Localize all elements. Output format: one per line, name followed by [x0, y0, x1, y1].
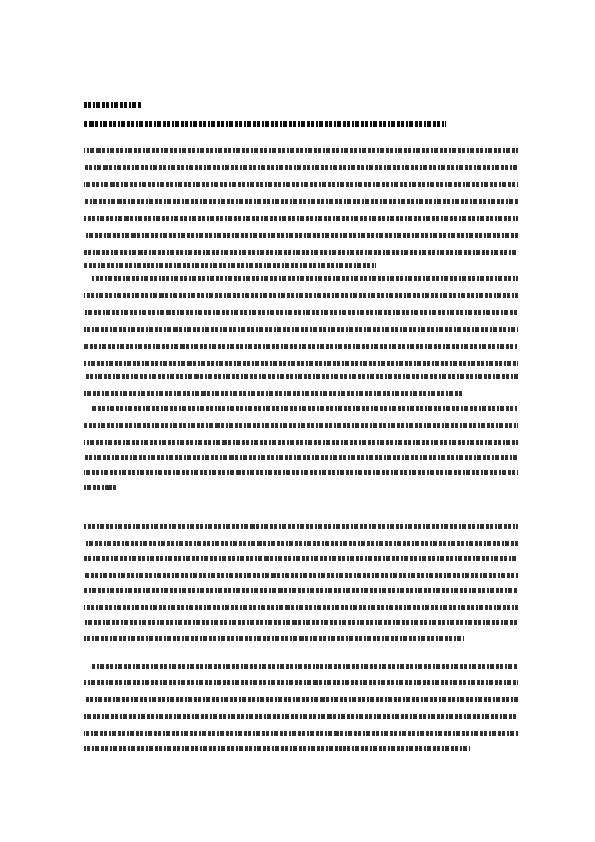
text-line — [84, 636, 464, 641]
text-line — [84, 102, 142, 108]
text-line — [84, 199, 518, 204]
text-line — [84, 455, 518, 460]
text-line — [84, 731, 518, 736]
text-line — [84, 391, 464, 396]
text-line — [84, 148, 518, 153]
text-line — [84, 524, 518, 529]
text-line — [84, 485, 118, 490]
text-line — [84, 423, 518, 428]
text-line — [84, 556, 518, 561]
text-line — [84, 470, 518, 475]
text-line — [84, 588, 518, 593]
text-line — [84, 697, 518, 702]
text-line — [84, 182, 518, 187]
text-line — [84, 121, 446, 127]
text-line — [84, 620, 518, 625]
text-line — [84, 263, 376, 268]
text-line — [92, 276, 518, 281]
text-line — [84, 344, 518, 349]
text-line — [84, 293, 518, 298]
text-line — [84, 714, 518, 719]
text-line — [84, 327, 518, 332]
text-line — [84, 310, 518, 315]
text-line — [84, 233, 518, 238]
text-line — [84, 541, 518, 546]
text-line — [92, 664, 518, 669]
text-line — [84, 605, 518, 610]
text-line — [84, 680, 518, 685]
text-line — [84, 361, 518, 366]
text-line — [84, 440, 518, 445]
text-line — [84, 165, 518, 170]
text-line — [84, 216, 518, 221]
text-line — [92, 406, 518, 411]
text-line — [84, 250, 518, 255]
text-line — [84, 374, 518, 379]
text-line — [84, 573, 518, 578]
text-line — [84, 746, 470, 751]
